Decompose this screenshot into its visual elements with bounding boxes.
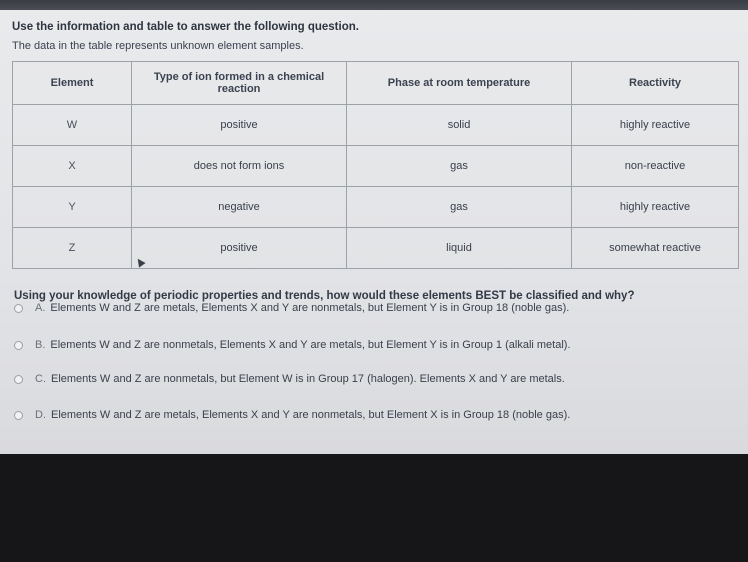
option-c[interactable] <box>14 373 565 385</box>
option-letter: D. <box>35 409 46 421</box>
cell-element: Y <box>13 187 132 228</box>
cell-phase: liquid <box>347 228 572 269</box>
cell-reactivity: highly reactive <box>572 187 739 228</box>
browser-top-bar <box>0 0 748 10</box>
cell-ion: positive <box>132 228 347 269</box>
cell-ion: negative <box>132 187 347 228</box>
table-row <box>13 105 739 146</box>
cell-ion: does not form ions <box>132 146 347 187</box>
option-text: Elements W and Z are metals, Elements X and Y are nonmetals, but Element Y is in Group 18 (noble gas). <box>50 302 570 314</box>
option-text: Elements W and Z are metals, Elements X and Y are nonmetals, but Element X is in Group 18 (noble gas). <box>51 409 571 421</box>
cell-element: X <box>13 146 132 187</box>
option-b[interactable] <box>14 339 571 351</box>
option-letter: C. <box>35 373 46 385</box>
question-text: Using your knowledge of periodic properties and trends, how would these elements BEST be classified and why? <box>14 290 635 302</box>
cell-reactivity: somewhat reactive <box>572 228 739 269</box>
table-header-row <box>13 62 739 105</box>
instruction-text: Use the information and table to answer the following question. <box>12 21 359 33</box>
dark-bottom-area <box>0 454 748 562</box>
cell-element: W <box>13 105 132 146</box>
option-a[interactable] <box>14 302 569 314</box>
cell-element: Z <box>13 228 132 269</box>
header-element: Element <box>13 62 132 105</box>
cell-ion: positive <box>132 105 347 146</box>
cell-reactivity: non-reactive <box>572 146 739 187</box>
element-samples-table <box>12 61 739 269</box>
option-d[interactable] <box>14 409 570 421</box>
option-letter: A. <box>35 302 46 314</box>
header-reactivity: Reactivity <box>572 62 739 105</box>
header-ion-type: Type of ion formed in a chemical reaction <box>132 62 347 105</box>
question-page <box>0 10 748 454</box>
table-description: The data in the table represents unknown element samples. <box>12 40 304 52</box>
option-letter: B. <box>35 339 46 351</box>
table-row <box>13 187 739 228</box>
table-row <box>13 228 739 269</box>
radio-icon[interactable] <box>14 411 23 420</box>
header-phase: Phase at room temperature <box>347 62 572 105</box>
radio-icon[interactable] <box>14 341 23 350</box>
option-text: Elements W and Z are nonmetals, Elements X and Y are metals, but Element Y is in Group 1 (alkali metal). <box>50 339 571 351</box>
table-row <box>13 146 739 187</box>
cell-phase: gas <box>347 187 572 228</box>
cell-phase: gas <box>347 146 572 187</box>
cell-reactivity: highly reactive <box>572 105 739 146</box>
cell-phase: solid <box>347 105 572 146</box>
radio-icon[interactable] <box>14 375 23 384</box>
option-text: Elements W and Z are nonmetals, but Element W is in Group 17 (halogen). Elements X and Y are metals. <box>51 373 565 385</box>
radio-icon[interactable] <box>14 304 23 313</box>
